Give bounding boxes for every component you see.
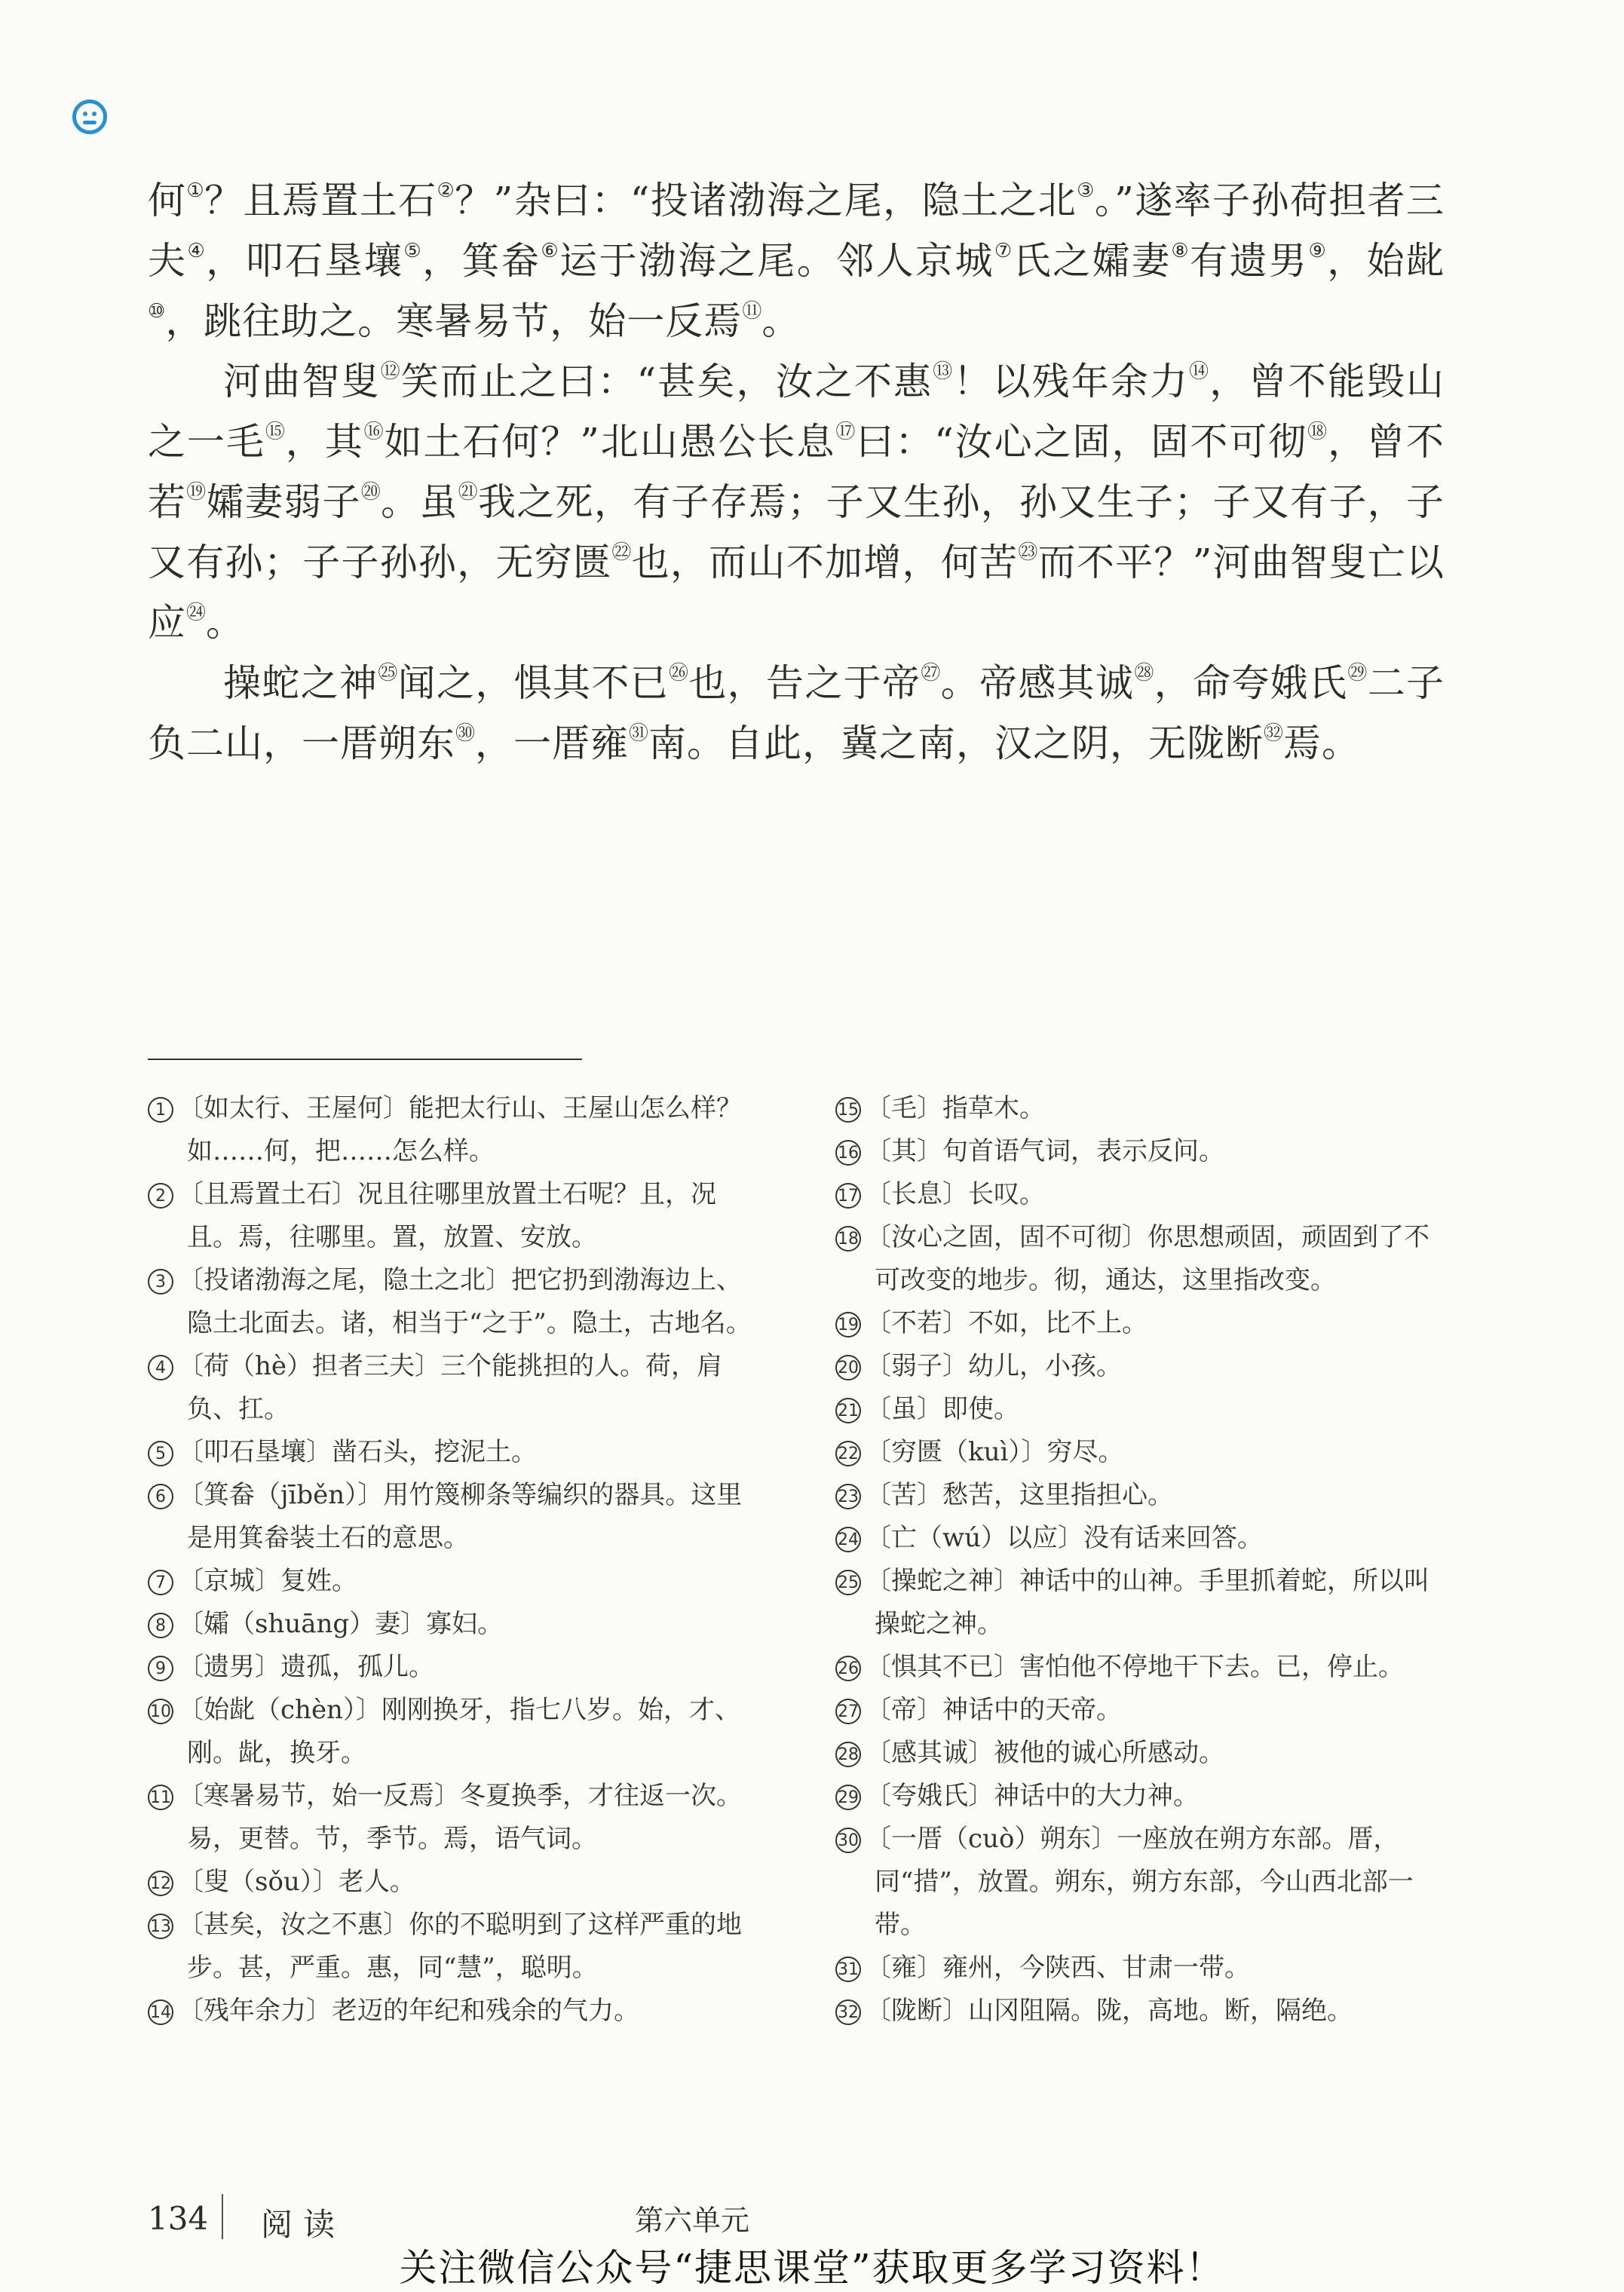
footnote-item <box>148 1775 766 1861</box>
footnote-marker: ③ <box>1077 179 1095 202</box>
footnote-item <box>148 1560 766 1603</box>
passage-text-segment: ，命夸娥氏 <box>1154 661 1348 705</box>
footnote-item <box>835 1947 1454 1990</box>
footnote-item <box>148 1603 766 1646</box>
footnote-marker: ⑩ <box>148 300 166 323</box>
footnote-text: 〔穷匮（kuì）〕穷尽。 <box>866 1437 1124 1467</box>
footnote-number: 19 <box>835 1312 861 1338</box>
footnote-marker: ㉙ <box>1347 662 1368 685</box>
passage-text-segment: 曰：“汝心之固，固不可彻 <box>856 420 1308 464</box>
footnote-marker: ⑤ <box>403 240 423 262</box>
footnote-item <box>835 1775 1454 1818</box>
footnote-item <box>148 1431 766 1474</box>
passage-text-segment: ？”杂曰：“投诸渤海之尾，隐土之北 <box>455 179 1077 222</box>
footnote-number: 8 <box>148 1613 173 1638</box>
footnote-marker: ② <box>437 179 455 202</box>
footnote-divider <box>148 1059 582 1060</box>
footnote-marker: ㉒ <box>611 541 632 564</box>
footnote-item <box>835 1689 1454 1732</box>
footnote-item <box>148 1990 766 2033</box>
footnote-item <box>148 1345 766 1431</box>
unit-label: 第六单元 <box>635 2204 750 2237</box>
footnote-number: 15 <box>835 1097 861 1123</box>
footnote-marker: ⑬ <box>933 360 954 383</box>
footnote-number: 28 <box>835 1742 861 1767</box>
footnote-number: 25 <box>835 1570 861 1595</box>
passage-text-segment: ！以残年余力 <box>953 360 1190 403</box>
footnote-text: 〔弱子〕幼儿，小孩。 <box>866 1351 1122 1381</box>
footnote-text: 〔苦〕愁苦，这里指担心。 <box>866 1480 1173 1510</box>
footnote-number: 31 <box>835 1956 861 1982</box>
footnote-number: 17 <box>835 1183 861 1209</box>
passage-text-segment: ，一厝雍 <box>475 722 630 765</box>
footnote-text: 〔残年余力〕老迈的年纪和残余的气力。 <box>178 1996 639 2026</box>
footnote-marker: ㉑ <box>458 481 478 504</box>
passage-paragraph <box>148 351 1445 653</box>
footnote-item <box>835 1302 1454 1345</box>
footnote-text: 〔夸娥氏〕神话中的大力神。 <box>866 1781 1199 1811</box>
passage-text-segment: ，始龀 <box>1327 239 1445 283</box>
passage-paragraph <box>148 170 1445 351</box>
footnote-marker: ㉗ <box>921 662 941 685</box>
footnote-text: 〔亡（wú）以应〕没有话来回答。 <box>866 1523 1263 1553</box>
footnote-text: 〔毛〕指草木。 <box>866 1093 1045 1123</box>
footnote-marker: ⑱ <box>1307 421 1328 443</box>
footnote-text: 〔遗男〕遗孤，孤儿。 <box>178 1652 434 1682</box>
footnote-number: 22 <box>835 1441 861 1466</box>
footnote-text: 〔感其诚〕被他的诚心所感动。 <box>866 1738 1224 1768</box>
footnote-number: 10 <box>148 1699 173 1724</box>
footnote-text: 〔如太行、王屋何〕能把太行山、王屋山怎么样？如……何，把……怎么样。 <box>178 1093 742 1166</box>
footnote-number: 18 <box>835 1226 861 1252</box>
passage-text-segment: 。”遂率子孙荷担者三夫 <box>148 179 1445 283</box>
footnote-number: 27 <box>835 1699 861 1724</box>
footnote-number: 1 <box>148 1097 173 1123</box>
footnote-number: 30 <box>835 1828 861 1853</box>
footnote-number: 5 <box>148 1441 173 1466</box>
footnotes-left-column <box>148 1087 766 2033</box>
passage-text-segment: 何 <box>148 179 187 222</box>
footnote-item <box>835 1087 1454 1130</box>
passage-text-segment: 南。自此，冀之南，汉之阴，无陇断 <box>648 722 1264 765</box>
footnote-marker: ① <box>186 179 205 202</box>
footnote-marker: ⑥ <box>541 240 560 262</box>
footnote-marker: ⑮ <box>265 421 286 443</box>
footnote-text: 〔甚矣，汝之不惠〕你的不聪明到了这样严重的地步。甚，严重。惠，同“慧”，聪明。 <box>178 1910 742 1983</box>
footnote-item <box>148 1474 766 1560</box>
footnote-item <box>835 1990 1454 2033</box>
footnote-item <box>835 1560 1454 1646</box>
passage-text-segment: ，曾不若 <box>148 420 1445 524</box>
footnote-number: 20 <box>835 1355 861 1380</box>
footnote-marker: ㉕ <box>378 662 398 685</box>
passage-text-segment: 孀妻弱子 <box>206 480 361 524</box>
footnote-marker: ⑳ <box>360 481 381 504</box>
passage-text-segment: ，跳往助之。寒暑易节，始一反焉 <box>165 299 743 343</box>
footnote-item <box>835 1130 1454 1173</box>
footnote-number: 29 <box>835 1785 861 1810</box>
footnote-text: 〔长息〕长叹。 <box>866 1179 1045 1209</box>
footnote-item <box>835 1431 1454 1474</box>
footnote-text: 〔不若〕不如，比不上。 <box>866 1308 1148 1338</box>
footnote-text: 〔惧其不已〕害怕他不停地干下去。已，停止。 <box>866 1652 1404 1682</box>
footer-divider <box>222 2194 223 2239</box>
footnote-number: 21 <box>835 1398 861 1423</box>
footnote-item <box>148 1689 766 1775</box>
footnote-text: 〔叩石垦壤〕凿石头，挖泥土。 <box>178 1437 537 1467</box>
footnote-number: 6 <box>148 1484 173 1509</box>
passage-text-segment: 氏之孀妻 <box>1013 239 1172 283</box>
footnote-marker: ㉜ <box>1264 722 1284 745</box>
footnote-item <box>835 1818 1454 1947</box>
footnote-marker: ⑫ <box>380 360 401 383</box>
footnote-text: 〔汝心之固，固不可彻〕你思想顽固，顽固到了不可改变的地步。彻，通达，这里指改变。 <box>866 1222 1429 1295</box>
footnote-number: 2 <box>148 1183 173 1209</box>
footnote-number: 3 <box>148 1269 173 1295</box>
footnote-number: 23 <box>835 1484 861 1509</box>
footnote-text: 〔一厝（cuò）朔东〕一座放在朔方东部。厝，同“措”，放置。朔东，朔方东部，今山西北部一带。 <box>866 1824 1414 1940</box>
footnote-text: 〔雍〕雍州，今陕西、甘肃一带。 <box>866 1953 1250 1983</box>
footnote-text: 〔京城〕复姓。 <box>178 1566 357 1596</box>
footnote-text: 〔孀（shuāng）妻〕寡妇。 <box>178 1609 504 1639</box>
footnote-marker: ⑪ <box>742 300 762 323</box>
footnote-marker: ㉚ <box>455 722 476 745</box>
footnote-marker: ⑨ <box>1308 240 1328 262</box>
passage-text-segment: 我之死，有子存焉；子又生孙，孙又生子；子又有子，子又有孙；子子孙孙，无穷匮 <box>148 480 1445 584</box>
passage-text-segment: ，箕畚 <box>422 239 541 283</box>
footnote-item <box>148 1259 766 1345</box>
passage-text-segment: 也，告之于帝 <box>688 661 921 705</box>
footnote-number: 26 <box>835 1656 861 1681</box>
footnote-marker: ⑭ <box>1189 360 1210 383</box>
footnote-item <box>835 1345 1454 1388</box>
footnote-marker: ㉛ <box>629 722 649 745</box>
footnote-text: 〔且焉置土石〕况且往哪里放置土石呢？且，况且。焉，往哪里。置，放置、安放。 <box>178 1179 716 1252</box>
footnote-item <box>148 1861 766 1904</box>
footnote-marker: ⑯ <box>363 421 385 443</box>
section-label: 阅读 <box>261 2206 346 2243</box>
footnote-item <box>835 1474 1454 1517</box>
footnote-text: 〔寒暑易节，始一反焉〕冬夏换季，才往返一次。易，更替。节，季节。焉，语气词。 <box>178 1781 742 1854</box>
footnote-item <box>835 1388 1454 1431</box>
footnote-marker: ⑰ <box>835 421 856 443</box>
footnote-number: 24 <box>835 1527 861 1552</box>
passage-text-segment: 河曲智叟 <box>223 360 381 403</box>
footnote-text: 〔始龀（chèn）〕刚刚换牙，指七八岁。始，才、刚。龀，换牙。 <box>178 1695 740 1768</box>
footnote-marker: ㉘ <box>1134 662 1154 685</box>
footnote-text: 〔操蛇之神〕神话中的山神。手里抓着蛇，所以叫操蛇之神。 <box>866 1566 1429 1639</box>
footnote-marker: ㉓ <box>1018 541 1038 564</box>
footnote-number: 9 <box>148 1656 173 1681</box>
passage-text-segment: 也，而山不加增，何苦 <box>631 541 1019 584</box>
footnotes-right-column <box>835 1087 1454 2033</box>
footnote-number: 16 <box>835 1140 861 1166</box>
passage-paragraph <box>148 653 1445 774</box>
footnote-item <box>835 1646 1454 1689</box>
footnote-marker: ⑧ <box>1171 240 1190 262</box>
footnote-item <box>148 1087 766 1173</box>
passage-text-segment: 。帝感其诚 <box>940 661 1135 705</box>
passage-text-segment: 有遗男 <box>1190 239 1309 283</box>
smiley-face-icon <box>72 100 107 134</box>
footnote-marker: ⑦ <box>994 240 1013 262</box>
passage-text-segment: 。 <box>206 601 245 645</box>
footnote-marker: ㉔ <box>186 602 207 624</box>
footnote-text: 〔其〕句首语气词，表示反问。 <box>866 1136 1224 1166</box>
passage-text-segment: ，其 <box>285 420 364 464</box>
footnote-marker: ㉖ <box>669 662 689 685</box>
footnote-text: 〔叟（sǒu）〕老人。 <box>178 1867 415 1897</box>
passage-text-segment: ，曾不能毁山之一毛 <box>148 360 1445 464</box>
footnote-item <box>835 1732 1454 1775</box>
footnote-item <box>148 1904 766 1990</box>
footnote-number: 11 <box>148 1785 173 1810</box>
passage-text <box>148 170 1445 774</box>
footnote-text: 〔虽〕即使。 <box>866 1394 1019 1424</box>
footnote-item <box>835 1517 1454 1560</box>
passage-text-segment: ？且焉置土石 <box>204 179 437 222</box>
passage-text-segment: 如土石何？”北山愚公长息 <box>384 420 836 464</box>
passage-text-segment: 笑而止之曰：“甚矣，汝之不惠 <box>400 360 933 403</box>
footnote-text: 〔荷（hè）担者三夫〕三个能挑担的人。荷，肩负、扛。 <box>178 1351 723 1424</box>
footnote-item <box>835 1173 1454 1216</box>
promo-banner: 关注微信公众号“捷思课堂”获取更多学习资料！ <box>399 2246 1225 2290</box>
footnote-marker: ⑲ <box>186 481 207 504</box>
footnote-number: 4 <box>148 1355 173 1380</box>
footnote-item <box>148 1173 766 1259</box>
footnote-text: 〔投诸渤海之尾，隐土之北〕把它扔到渤海边上、隐土北面去。诸，相当于“之于”。隐土，古地名。 <box>178 1265 752 1338</box>
footnote-text: 〔陇断〕山冈阻隔。陇，高地。断，隔绝。 <box>866 1996 1353 2026</box>
footnote-number: 12 <box>148 1871 173 1896</box>
passage-text-segment: 。 <box>761 299 801 343</box>
footnote-text: 〔帝〕神话中的天帝。 <box>866 1695 1122 1725</box>
page-number: 134 <box>148 2200 209 2237</box>
footnote-text: 〔箕畚（jīběn）〕用竹篾柳条等编织的器具。这里是用箕畚装土石的意思。 <box>178 1480 743 1553</box>
passage-text-segment: 二子负二山，一厝朔东 <box>148 661 1445 765</box>
footnote-item <box>148 1646 766 1689</box>
footnote-number: 32 <box>835 1999 861 2025</box>
passage-text-segment: 而不平？”河曲智叟亡以应 <box>148 541 1445 645</box>
footnote-marker: ④ <box>187 240 207 262</box>
footnote-number: 7 <box>148 1570 173 1595</box>
passage-text-segment: 焉。 <box>1283 722 1361 765</box>
footnote-number: 13 <box>148 1914 173 1939</box>
footnote-number: 14 <box>148 1999 173 2025</box>
passage-text-segment: 操蛇之神 <box>223 661 378 705</box>
passage-text-segment: ，叩石垦壤 <box>206 239 404 283</box>
passage-text-segment: 。虽 <box>381 480 458 524</box>
passage-text-segment: 运于渤海之尾。邻人京城 <box>559 239 994 283</box>
passage-text-segment: 闻之，惧其不已 <box>397 661 669 705</box>
footnote-item <box>835 1216 1454 1302</box>
